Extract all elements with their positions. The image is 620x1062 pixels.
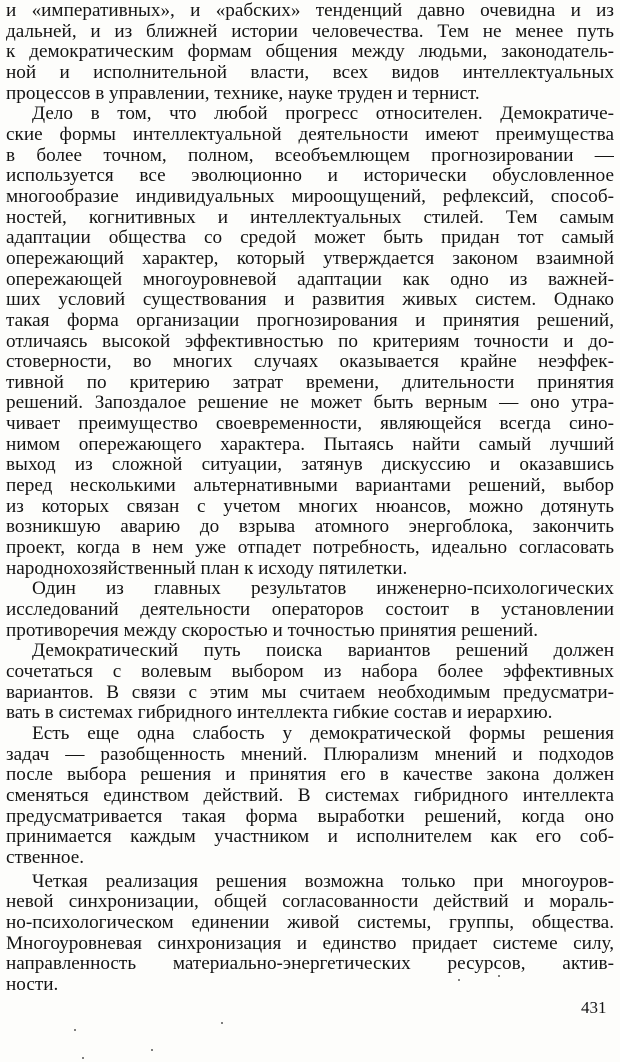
text-line: многообразие индивидуальных мироощущений, рефлексий, способ-	[6, 186, 614, 207]
text-line: задач — разобщенность мнений. Плюрализм мнений и подходов	[6, 744, 614, 765]
text-line: опережающий характер, который утверждается законом взаимной	[6, 248, 614, 269]
text-line: Демократический путь поиска вариантов решений должен	[32, 641, 614, 662]
text-line: тивной по критерию затрат времени, длительности принятия	[6, 372, 614, 393]
text-line: нимом опережающего характера. Пытаясь найти самый лучший	[6, 434, 614, 455]
paragraph	[6, 1, 614, 104]
text-line: ной и исполнительной власти, всех видов интеллектуальных	[6, 62, 614, 83]
text-line: Четкая реализация решения возможна только при многоуров-	[32, 871, 614, 892]
text-line: ших условий существования и развития живых систем. Однако	[6, 290, 614, 311]
text-line: сменяться единством действий. В системах гибридного интеллекта	[6, 785, 614, 806]
text-line: проект, когда в нем уже отпадет потребность, идеально согласовать	[6, 538, 614, 559]
scan-speck	[74, 1029, 76, 1031]
text-line: отличаясь высокой эффективностью по критериям точности и до-	[6, 331, 614, 352]
text-line: в более точном, полном, всеобъемлющем прогнозировании —	[6, 145, 614, 166]
text-line: предусматривается такая форма выработки решений, когда оно	[6, 806, 614, 827]
text-line: процессов в управлении, технике, науке труден и тернист.	[6, 83, 480, 104]
paragraph	[6, 579, 614, 641]
text-line: ственное.	[6, 847, 85, 868]
text-line: из которых связан с учетом многих нюансов, можно дотянуть	[6, 496, 614, 517]
text-line: вариантов. В связи с этим мы считаем необходимым предусматри-	[6, 682, 614, 703]
text-line: возникшую аварию до взрыва атомного энергоблока, закончить	[6, 517, 614, 538]
text-line: решений. Запоздалое решение не может быть верным — оно утра-	[6, 393, 614, 414]
text-line: исследований деятельности операторов состоит в установлении	[6, 600, 614, 621]
text-line: но-психологическом единении живой системы, группы, общества.	[6, 912, 614, 933]
paragraph	[6, 724, 614, 869]
text-line: Многоуровневая синхронизация и единство придает системе силу,	[6, 933, 614, 954]
text-line: Дело в том, что любой прогресс относителен. Демократиче-	[32, 104, 614, 125]
text-line: перед несколькими альтернативными вариантами решений, выбор	[6, 476, 614, 497]
scan-speck	[82, 1057, 84, 1059]
text-line: невой синхронизации, общей согласованности действий и мораль-	[6, 892, 614, 913]
text-line: вать в системах гибридного интеллекта гибкие состав и иерархию.	[6, 703, 553, 724]
scan-speck	[221, 1022, 223, 1024]
text-line: ские формы интеллектуальной деятельности имеют преимущества	[6, 124, 614, 145]
text-line: народнохозяйственный план к исходу пятилетки.	[6, 558, 408, 579]
scan-speck	[151, 1049, 153, 1051]
body-text	[6, 1, 614, 996]
text-line: принимается каждым участником и исполнителем как его соб-	[6, 827, 614, 848]
scan-speck	[498, 975, 500, 977]
text-line: дальней, и из ближней истории человечества. Тем не менее путь	[6, 21, 614, 42]
text-line: опережающей многоуровневой адаптации как одно из важней-	[6, 269, 614, 290]
text-line: после выбора решения и принятия его в качестве закона должен	[6, 765, 614, 786]
text-line: такая форма организации прогнозирования и принятия решений,	[6, 310, 614, 331]
text-line: противоречия между скоростью и точностью принятия решений.	[6, 620, 539, 641]
text-line: выход из сложной ситуации, затянув дискуссию и оказавшись	[6, 455, 614, 476]
page-number: 431	[581, 998, 607, 1017]
text-line: Есть еще одна слабость у демократической формы решения	[32, 723, 614, 744]
text-line: и «императивных», и «рабских» тенденций давно очевидна и из	[6, 1, 614, 21]
text-line: чивает преимущество своевременности, являющейся всегда сино-	[6, 414, 614, 435]
text-line: сочетаться с волевым выбором из набора более эффективных	[6, 662, 614, 682]
scan-speck	[458, 979, 460, 981]
paragraph	[6, 872, 614, 996]
text-line: направленность материально-энергетических ресурсов, актив-	[6, 954, 614, 975]
text-line: ности.	[6, 974, 59, 995]
text-line: ностей, когнитивных и интеллектуальных стилей. Тем самым	[6, 207, 614, 228]
text-line: стоверности, во многих случаях оказывается крайне неэффек-	[6, 352, 614, 373]
paragraph	[6, 104, 614, 579]
text-line: используется все эволюционно и исторически обусловленное	[6, 166, 614, 187]
text-line: к демократическим формам общения между людьми, законодатель-	[6, 42, 614, 63]
text-line: Один из главных результатов инженерно-психологических	[32, 579, 614, 600]
text-line: адаптации общества со средой может быть придан тот самый	[6, 228, 614, 249]
paragraph	[6, 641, 614, 724]
